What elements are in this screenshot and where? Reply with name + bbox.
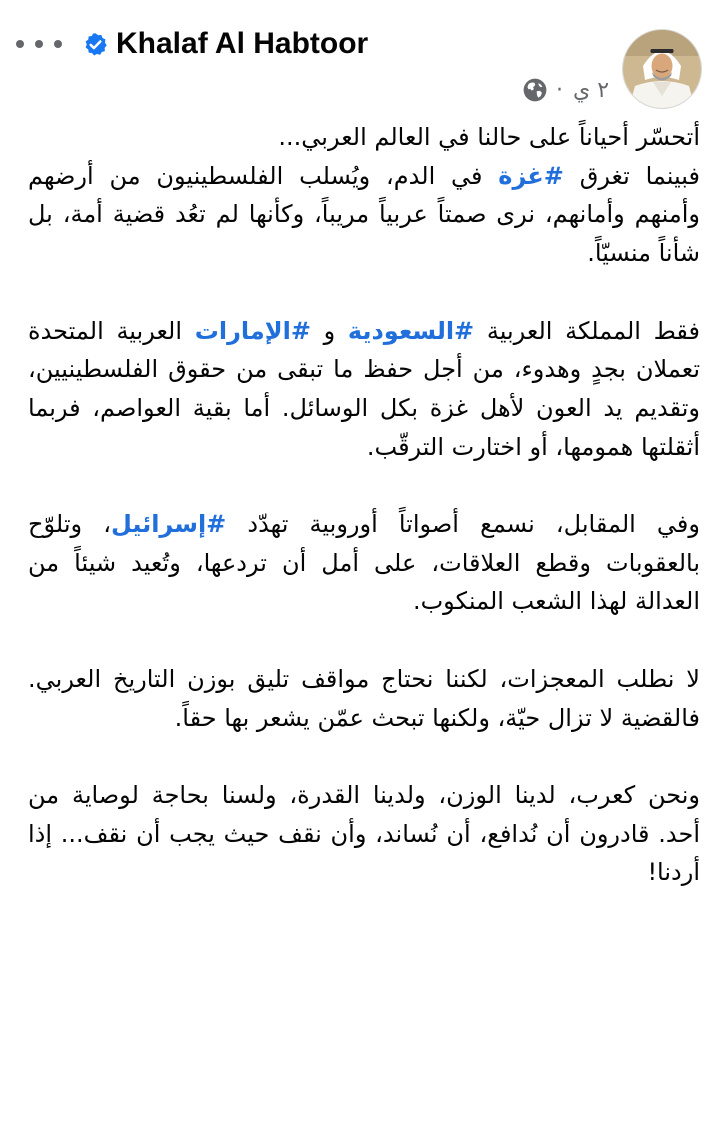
more-options-button[interactable] xyxy=(16,32,62,56)
post-text: وفي المقابل، نسمع أصواتاً أوروبية تهدّد xyxy=(226,510,700,538)
post-text: أتحسّر أحياناً على حالنا في العالم العربي... xyxy=(278,123,700,151)
verified-badge-icon xyxy=(83,32,108,57)
post-paragraph xyxy=(28,118,700,273)
hashtag-link[interactable]: #غزة xyxy=(498,161,564,190)
post-paragraph xyxy=(28,776,700,892)
post-paragraph xyxy=(28,312,700,467)
post-text: فبينما تغرق xyxy=(563,161,700,190)
more-options-dot xyxy=(35,40,43,48)
post-text: ، وتلوّح بالعقوبات وقطع العلاقات، على أمل أن تردعها، وتُعيد شيئاً من العدالة لهذا الشعب المنكوب. xyxy=(28,510,700,616)
post-text: لا نطلب المعجزات، لكننا نحتاج مواقف تليق بوزن التاريخ العربي. فالقضية لا تزال حيّة، ولكنها تبحث عمّن يشعر بها حقاً. xyxy=(28,664,700,732)
post-text: و xyxy=(310,316,348,345)
post-paragraph xyxy=(28,660,700,737)
hashtag-link[interactable]: #الإمارات xyxy=(194,316,311,345)
post-header xyxy=(0,0,720,115)
globe-icon[interactable] xyxy=(522,77,548,103)
post-text: فقط المملكة العربية xyxy=(474,316,700,345)
post-text: في الدم، ويُسلب الفلسطينيون من أرضهم وأمنهم وأمانهم، نرى صمتاً عربياً مريباً، وكأنها لم تعُد قضية أمة، بل شأناً منسيّاً. xyxy=(28,161,700,268)
avatar-image xyxy=(623,30,701,108)
post-timestamp[interactable]: ٢ ي xyxy=(573,77,610,103)
hashtag-link[interactable]: #إسرائيل xyxy=(110,510,227,538)
author-name[interactable]: Khalaf Al Habtoor xyxy=(116,27,369,60)
post-text: ونحن كعرب، لدينا الوزن، ولدينا القدرة، ولسنا بحاجة لوصاية من أحد. قادرون أن نُدافع، أن نُساند، وأن نقف حيث يجب أن نقف... إذا أردنا! xyxy=(28,780,700,887)
more-options-dot xyxy=(54,40,62,48)
post-text: العربية المتحدة تعملان بجدٍ وهدوء، من أجل حفظ ما تبقى من حقوق الفلسطينيين، وتقديم يد العون لأهل غزة بكل الوسائل. أما بقية العواصم، فربما أثقلتها همومها، أو اختارت الترقّب. xyxy=(28,316,700,461)
post-meta xyxy=(522,74,609,106)
post-body xyxy=(28,118,700,931)
meta-separator: · xyxy=(556,77,563,103)
hashtag-link[interactable]: #السعودية xyxy=(347,316,475,345)
post-paragraph xyxy=(28,505,700,621)
more-options-dot xyxy=(16,40,24,48)
author-avatar[interactable] xyxy=(623,30,701,108)
